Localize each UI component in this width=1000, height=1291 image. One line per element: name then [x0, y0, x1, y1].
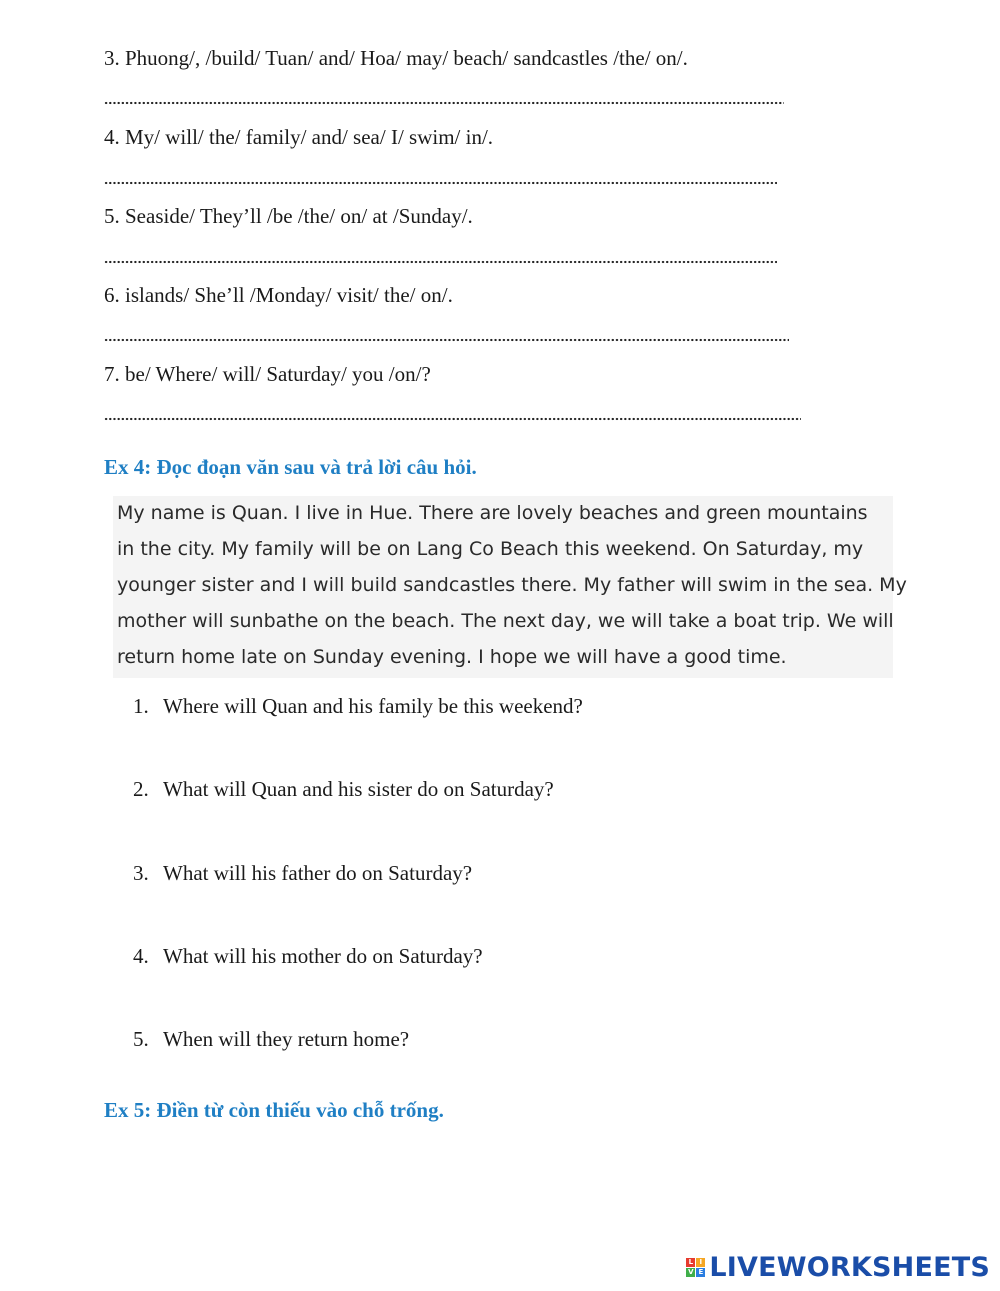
question-text: What will his mother do on Saturday?: [163, 944, 483, 968]
logo-icon: [686, 1258, 705, 1277]
ex3-item-3: 3. Phuong/, /build/ Tuan/ and/ Hoa/ may/ beach/ sandcastles /the/ on/.: [104, 46, 688, 70]
question-text: What will his father do on Saturday?: [163, 861, 473, 885]
passage-line: in the city. My family will be on Lang Co Beach this weekend. On Saturday, my: [117, 538, 864, 560]
ex3-item-5: 5. Seaside/ They’ll /be /the/ on/ at /Sunday/.: [104, 204, 473, 228]
liveworksheets-logo: [686, 1252, 990, 1283]
passage-line: My name is Quan. I live in Hue. There are lovely beaches and green mountains: [117, 502, 868, 524]
logo-icon-tile: I: [696, 1258, 705, 1267]
logo-icon-tile: E: [696, 1268, 705, 1277]
ex3-item-7: 7. be/ Where/ will/ Saturday/ you /on/?: [104, 362, 431, 386]
answer-line-3[interactable]: [104, 101, 784, 105]
question-5: [133, 1027, 409, 1052]
question-text: When will they return home?: [163, 1027, 410, 1051]
question-4: [133, 944, 483, 969]
logo-icon-tile: L: [686, 1258, 695, 1267]
answer-line-5[interactable]: [104, 260, 777, 264]
question-number: 3.: [133, 861, 149, 885]
passage-line: younger sister and I will build sandcastles there. My father will swim in the sea. My: [117, 574, 907, 596]
passage-line: return home late on Sunday evening. I hope we will have a good time.: [117, 646, 787, 668]
question-text: Where will Quan and his family be this weekend?: [163, 694, 583, 718]
ex4-heading: Ex 4: Đọc đoạn văn sau và trả lời câu hỏi.: [104, 455, 477, 479]
answer-line-6[interactable]: [104, 338, 789, 342]
logo-icon-tile: V: [688, 1268, 694, 1276]
question-number: 4.: [133, 944, 149, 968]
reading-passage: [113, 496, 907, 678]
answer-line-7[interactable]: [104, 417, 801, 421]
question-1: [133, 694, 583, 719]
logo-text: LIVEWORKSHEETS: [709, 1252, 990, 1283]
question-text: What will Quan and his sister do on Saturday?: [163, 777, 554, 801]
ex5-heading: Ex 5: Điền từ còn thiếu vào chỗ trống.: [104, 1098, 444, 1122]
passage-line: mother will sunbathe on the beach. The next day, we will take a boat trip. We will: [117, 610, 894, 632]
question-number: 5.: [133, 1027, 149, 1051]
ex3-item-6: 6. islands/ She’ll /Monday/ visit/ the/ on/.: [104, 283, 453, 307]
question-2: [133, 777, 554, 802]
question-3: [133, 861, 472, 886]
answer-line-4[interactable]: [104, 181, 777, 185]
ex3-item-4: 4. My/ will/ the/ family/ and/ sea/ I/ swim/ in/.: [104, 125, 494, 149]
question-number: 1.: [133, 694, 149, 718]
question-number: 2.: [133, 777, 149, 801]
